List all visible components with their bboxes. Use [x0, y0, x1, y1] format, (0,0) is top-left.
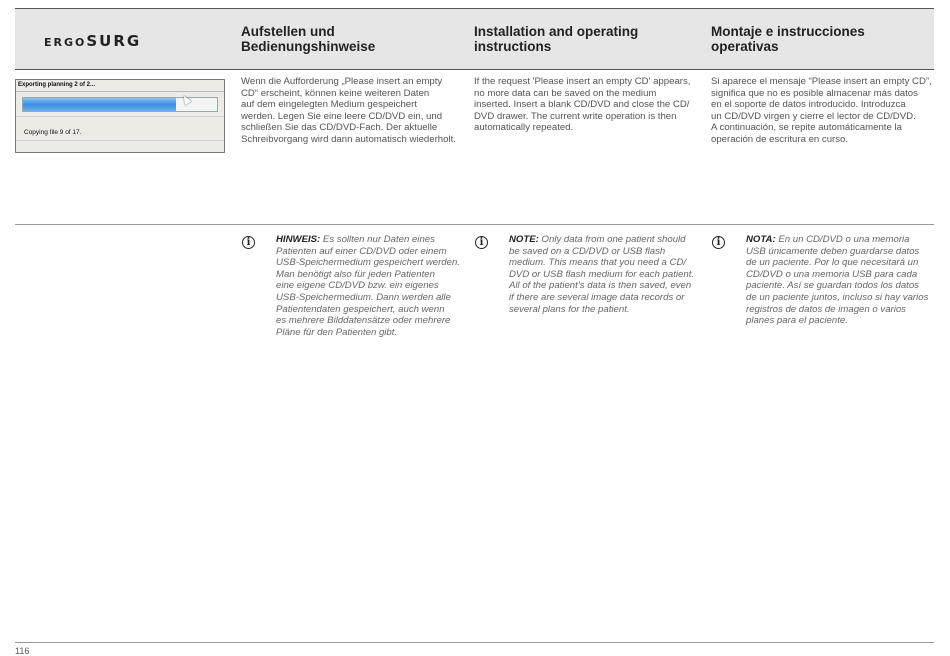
note-en: [509, 234, 694, 315]
section-divider: [15, 224, 934, 225]
dialog-separator: [16, 140, 224, 141]
note-label-en: NOTE:: [509, 234, 539, 245]
note-text-en: Only data from one patient should be saved on a CD/DVD or USB flash medium. This means that you need a CD/ DVD or USB flash medium for each patient. All of the patient’s data is then saved, even if there are several image data records or several plans for the patient.: [509, 234, 695, 315]
page-number: 116: [15, 646, 30, 656]
body-text-en: If the request 'Please insert an empty CD' appears, no more data can be saved on the medium inserted. Insert a blank CD/DVD and close the CD/ DVD drawer. The current write operation is then automatically repeated.: [474, 76, 691, 134]
dialog-separator: [16, 91, 224, 92]
info-icon: i: [242, 236, 255, 249]
copy-status-text: Copying file 9 of 17.: [24, 129, 82, 136]
column-title-es: Montaje e instrucciones operativas: [711, 24, 865, 54]
body-text-es: Si aparece el mensaje “Please insert an empty CD”, significa que no es posible almacenar más datos en el soporte de datos introducido. Introduzca un CD/DVD virgen y cierre el lector de CD/DVD. A continuación, se repite automáticamente la operación de escritura en curso.: [711, 76, 932, 145]
note-es: [746, 234, 928, 327]
note-text-es: En un CD/DVD o una memoria USB únicamente deben guardarse datos de un paciente. Por lo que necesitará un CD/DVD o una memoria USB para cada paciente. Así se guardan todos los datos de un paciente juntos, incluso si hay varios registros de datos de imagen o varios planes para el paciente.: [746, 234, 929, 327]
footer-divider: [15, 642, 934, 643]
column-title-de: Aufstellen und Bedienungshinweise: [241, 24, 376, 54]
info-icon: i: [712, 236, 725, 249]
body-text-de: Wenn die Aufforderung „Please insert an empty CD“ erscheint, können keine weiteren Daten auf dem eingelegten Medium gespeichert werden. Legen Sie eine leere CD/DVD ein, und schließen Sie das CD/DVD-Fach. Der aktuelle Schreibvorgang wird dann automatisch wiederholt.: [241, 76, 456, 145]
logo-main: SURG: [86, 32, 142, 50]
note-text-de: Es sollten nur Daten eines Patienten auf einer CD/DVD oder einem USB-Speichermedium gespeichert werden. Man benötigt also für jeden Patienten eine eigene CD/DVD bzw. ein eigenes USB-Speichermedium. Dann werden alle Patientendaten gespeichert, auch wenn es mehrere Bilddatensätze oder mehrere Pläne für den Patienten gibt.: [276, 234, 460, 338]
ergosurg-logo: [44, 31, 141, 50]
note-de: [276, 234, 460, 338]
column-title-en: Installation and operating instructions: [474, 24, 639, 54]
info-icon: i: [475, 236, 488, 249]
dialog-separator: [16, 116, 224, 117]
export-dialog-title: Exporting planning 2 of 2...: [18, 82, 96, 88]
note-label-de: HINWEIS:: [276, 234, 321, 245]
export-progress-screenshot: [15, 79, 225, 153]
note-label-es: NOTA:: [746, 234, 776, 245]
logo-prefix: ERGO: [44, 36, 87, 49]
progress-bar-fill: [23, 98, 176, 111]
